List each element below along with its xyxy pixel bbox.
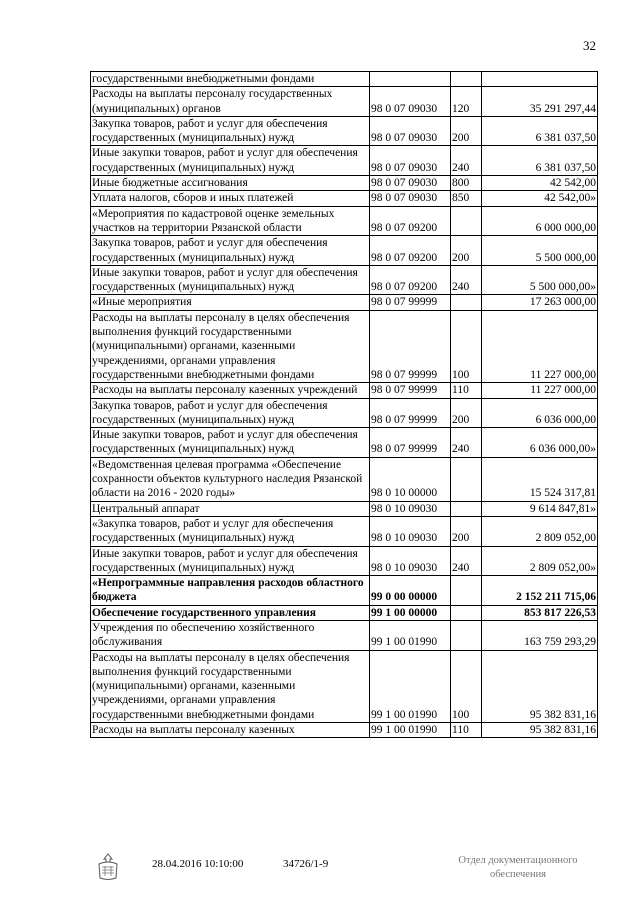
table-row [91,310,598,382]
row-vr [451,457,482,501]
footer-doc-number: 34726/1-9 [283,858,329,870]
table-row [91,383,598,398]
row-name: Иные бюджетные ассигнования [91,176,370,191]
row-sum: 11 227 000,00 [482,310,598,382]
row-sum: 853 817 226,53 [482,605,598,620]
row-vr: 240 [451,428,482,458]
row-sum: 6 381 037,50 [482,146,598,176]
row-vr: 850 [451,191,482,206]
row-code: 98 0 07 99999 [370,383,451,398]
row-vr: 200 [451,236,482,266]
row-sum [482,72,598,87]
row-code: 98 0 07 99999 [370,428,451,458]
table-row [91,723,598,738]
row-name: Учреждения по обеспечению хозяйственного обслуживания [91,620,370,650]
row-vr: 240 [451,265,482,295]
row-vr [451,295,482,310]
row-name: Уплата налогов, сборов и иных платежей [91,191,370,206]
row-code: 98 0 07 09200 [370,236,451,266]
row-sum: 2 152 211 715,06 [482,576,598,606]
row-code: 99 1 00 01990 [370,723,451,738]
row-code: 98 0 10 09030 [370,546,451,576]
row-code: 99 1 00 01990 [370,650,451,722]
row-vr: 200 [451,516,482,546]
emblem-icon [96,852,120,882]
table-row [91,398,598,428]
table-row [91,87,598,117]
row-sum: 42 542,00 [482,176,598,191]
row-sum: 6 036 000,00» [482,428,598,458]
row-sum: 6 000 000,00 [482,206,598,236]
row-name: Иные закупки товаров, работ и услуг для обеспечения государственных (муниципальных) нужд [91,428,370,458]
table-row [91,650,598,722]
row-vr [451,605,482,620]
row-vr: 100 [451,310,482,382]
row-code: 98 0 07 09030 [370,87,451,117]
row-sum: 163 759 293,29 [482,620,598,650]
row-sum: 11 227 000,00 [482,383,598,398]
row-code: 99 1 00 00000 [370,605,451,620]
table-row [91,206,598,236]
row-vr: 110 [451,383,482,398]
row-sum: 6 381 037,50 [482,116,598,146]
table-row [91,191,598,206]
row-sum: 95 382 831,16 [482,650,598,722]
row-name: Иные закупки товаров, работ и услуг для обеспечения государственных (муниципальных) нужд [91,546,370,576]
table-row [91,295,598,310]
row-name: Закупка товаров, работ и услуг для обеспечения государственных (муниципальных) нужд [91,236,370,266]
row-name: «Иные мероприятия [91,295,370,310]
row-code: 98 0 07 99999 [370,295,451,310]
row-code: 98 0 07 99999 [370,398,451,428]
row-sum: 9 614 847,81» [482,501,598,516]
footer-department-stamp [452,854,584,882]
table-row [91,516,598,546]
table-row [91,116,598,146]
footer-date: 28.04.2016 10:10:00 [152,858,244,870]
row-code: 98 0 07 09030 [370,146,451,176]
table-row [91,620,598,650]
row-name: «Ведомственная целевая программа «Обеспечение сохранности объектов культурного наследия Рязанской области на 2016 - 2020 годы» [91,457,370,501]
budget-table [90,71,598,738]
footer-dept-line2: обеспечения [489,869,547,880]
row-name: Расходы на выплаты персоналу казенных учреждений [91,383,370,398]
row-name: Расходы на выплаты персоналу в целях обеспечения выполнения функций государственными (муниципальными) органами, казенными учреждениями, органами управления государственными внебюджетными фондами [91,650,370,722]
row-name: «Непрограммные направления расходов областного бюджета [91,576,370,606]
row-code: 98 0 07 09030 [370,176,451,191]
row-vr: 200 [451,398,482,428]
row-code: 98 0 07 09030 [370,116,451,146]
row-code [370,72,451,87]
row-vr: 120 [451,87,482,117]
row-sum: 42 542,00» [482,191,598,206]
row-vr [451,72,482,87]
row-vr [451,576,482,606]
row-code: 99 0 00 00000 [370,576,451,606]
row-sum: 95 382 831,16 [482,723,598,738]
row-code: 99 1 00 01990 [370,620,451,650]
row-vr: 800 [451,176,482,191]
row-code: 98 0 10 09030 [370,501,451,516]
row-sum: 15 524 317,81 [482,457,598,501]
row-sum: 2 809 052,00 [482,516,598,546]
row-name: Расходы на выплаты персоналу в целях обеспечения выполнения функций государственными (муниципальными) органами, казенными учреждениями, органами управления государственными внебюджетными фондами [91,310,370,382]
row-vr: 110 [451,723,482,738]
table-row [91,576,598,606]
row-code: 98 0 07 09030 [370,191,451,206]
row-vr: 200 [451,116,482,146]
row-name: «Закупка товаров, работ и услуг для обеспечения государственных (муниципальных) нужд [91,516,370,546]
row-name: Центральный аппарат [91,501,370,516]
row-sum: 17 263 000,00 [482,295,598,310]
table-row [91,72,598,87]
row-name: Иные закупки товаров, работ и услуг для обеспечения государственных (муниципальных) нужд [91,146,370,176]
table-row [91,605,598,620]
row-vr: 240 [451,146,482,176]
row-name: Обеспечение государственного управления [91,605,370,620]
row-vr [451,501,482,516]
row-name: Иные закупки товаров, работ и услуг для обеспечения государственных (муниципальных) нужд [91,265,370,295]
row-code: 98 0 07 99999 [370,310,451,382]
row-code: 98 0 10 00000 [370,457,451,501]
table-row [91,176,598,191]
row-sum: 6 036 000,00 [482,398,598,428]
page-number: 32 [583,38,596,53]
row-vr: 100 [451,650,482,722]
table-row [91,428,598,458]
table-row [91,236,598,266]
row-sum: 2 809 052,00» [482,546,598,576]
table-row [91,546,598,576]
row-code: 98 0 07 09200 [370,206,451,236]
row-name: Закупка товаров, работ и услуг для обеспечения государственных (муниципальных) нужд [91,116,370,146]
row-name: Закупка товаров, работ и услуг для обеспечения государственных (муниципальных) нужд [91,398,370,428]
row-vr [451,620,482,650]
row-sum: 5 500 000,00» [482,265,598,295]
row-name: Расходы на выплаты персоналу казенных [91,723,370,738]
table-row [91,146,598,176]
row-sum: 5 500 000,00 [482,236,598,266]
row-code: 98 0 10 09030 [370,516,451,546]
row-name: Расходы на выплаты персоналу государственных (муниципальных) органов [91,87,370,117]
table-row [91,501,598,516]
row-name: государственными внебюджетными фондами [91,72,370,87]
row-vr: 240 [451,546,482,576]
row-name: «Мероприятия по кадастровой оценке земельных участков на территории Рязанской области [91,206,370,236]
row-code: 98 0 07 09200 [370,265,451,295]
footer-dept-line1: Отдел документационного [458,855,578,866]
table-row [91,457,598,501]
row-vr [451,206,482,236]
row-sum: 35 291 297,44 [482,87,598,117]
table-row [91,265,598,295]
